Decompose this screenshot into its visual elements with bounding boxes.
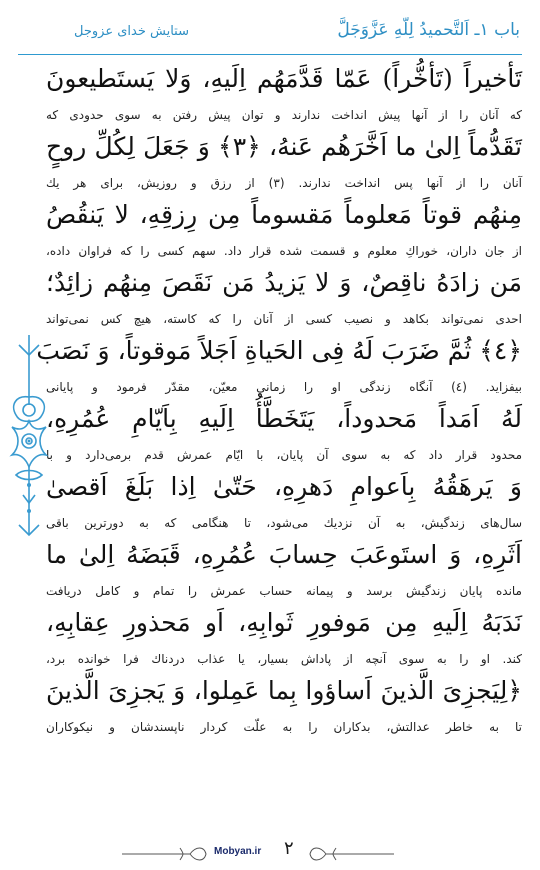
persian-translation-line: محدود قرار داد كه به سوى آن پايان، با ايّام عمرش قدم برمى‌دارد و با bbox=[46, 448, 522, 462]
persian-translation-line: سال‌هاى زندگيش، به آن نزديك مى‌شود، تا هنگامى كه به دورترين باقى bbox=[46, 516, 522, 530]
chapter-title: باب ۱ـ اَلتَّحمیدُ لِلّهِ عَزَّوَجَلَّ bbox=[337, 20, 520, 40]
prayer-text bbox=[36, 60, 523, 740]
arabic-verse-line: ﴿لِيَجزِىَ الَّذينَ اَساؤوا بِما عَمِلوا، وَ يَجزِىَ الَّذينَ bbox=[46, 676, 522, 705]
page-header bbox=[18, 14, 522, 55]
arabic-verse-line: اَثَرِهِ، وَ استَوعَبَ حِسابَ عُمُرِهِ، قَبَضَهُ اِلىٰ ما bbox=[46, 540, 522, 569]
arabic-verse-line: لَهُ اَمَداً مَحدوداً، يَتَخَطَّأُ اِلَيهِ بِاَيّامِ عُمُرِهِ، bbox=[46, 404, 522, 433]
arabic-verse-line: نَدَبَهُ اِلَيهِ مِن مَوفورِ ثَوابِهِ، اَو مَحذورِ عِقابِهِ، bbox=[46, 608, 522, 637]
persian-translation-line: از جان داران، خوراكِ معلوم و قسمت شده قرار داد. سهم كسى را كه فراوان داده، bbox=[46, 244, 522, 258]
page-title: ستایش خدای عزوجل bbox=[74, 24, 189, 39]
footer-ornament-right-icon bbox=[306, 842, 396, 866]
persian-translation-line: آنان را از آنها پس انداخت ندارند. (٣) از رزق و روزيش، براى هر يك bbox=[46, 176, 522, 190]
margin-ornament-icon bbox=[6, 335, 52, 545]
page-number: ٢ bbox=[284, 838, 294, 859]
persian-translation-line: كه آنان را از آنها پيش انداخت ندارند و توان پيش رفتن به سوى حدودى كه bbox=[46, 108, 522, 122]
arabic-verse-line: مَن زادَهُ ناقِصٌ، وَ لا يَزيدُ مَن نَقَصَ مِنهُم زائِدٌ؛ bbox=[46, 268, 522, 297]
arabic-verse-line: ﴿٤﴾ ثُمَّ ضَرَبَ لَهُ فِى الحَياةِ اَجَلاً مَوقوتاً، وَ نَصَبَ bbox=[36, 336, 522, 365]
footer-ornament-left-icon bbox=[120, 842, 210, 866]
arabic-verse-line: وَ يَرهَقُهُ بِاَعوامِ دَهرِهِ، حَتّىٰ اِذا بَلَغَ اَقصىٰ bbox=[46, 472, 522, 501]
brand-logo: Mobyan.ir bbox=[214, 846, 262, 857]
page-footer bbox=[0, 838, 540, 870]
persian-translation-line: تا به خاطر عدالتش، بدكاران را به علّت كردار ناپسندشان و نيكوكاران bbox=[46, 720, 522, 734]
arabic-verse-line: مِنهُم قوتاً مَعلوماً مَقسوماً مِن رِزقِهِ، لا يَنقُصُ bbox=[46, 200, 522, 229]
persian-translation-line: بيفزايد. (٤) آنگاه زندگى او را زمانى معيّن، مقدّر فرمود و پايانى bbox=[46, 380, 523, 394]
persian-translation-line: احدى نمى‌تواند بكاهد و نصيب كسى از آنان را كه كاسته، هيچ كس نمى‌تواند bbox=[46, 312, 522, 326]
persian-translation-line: كند. او را به سوى آنچه از پاداش بسيار، يا عذاب دردناك فرا خوانده برد، bbox=[46, 652, 522, 666]
arabic-verse-line: تَأخيراً (تَأخُّراً) عَمّا قَدَّمَهُم اِلَيهِ، وَلا يَستَطيعونَ bbox=[46, 64, 522, 93]
arabic-verse-line: تَقَدُّماً اِلىٰ ما اَخَّرَهُم عَنهُ، ﴿٣﴾ وَ جَعَلَ لِكُلِّ روحٍ bbox=[46, 132, 522, 161]
persian-translation-line: مانده پايان زندگيش برسد و پيمانه حساب عمرش را تمام و كامل دريافت bbox=[46, 584, 522, 598]
